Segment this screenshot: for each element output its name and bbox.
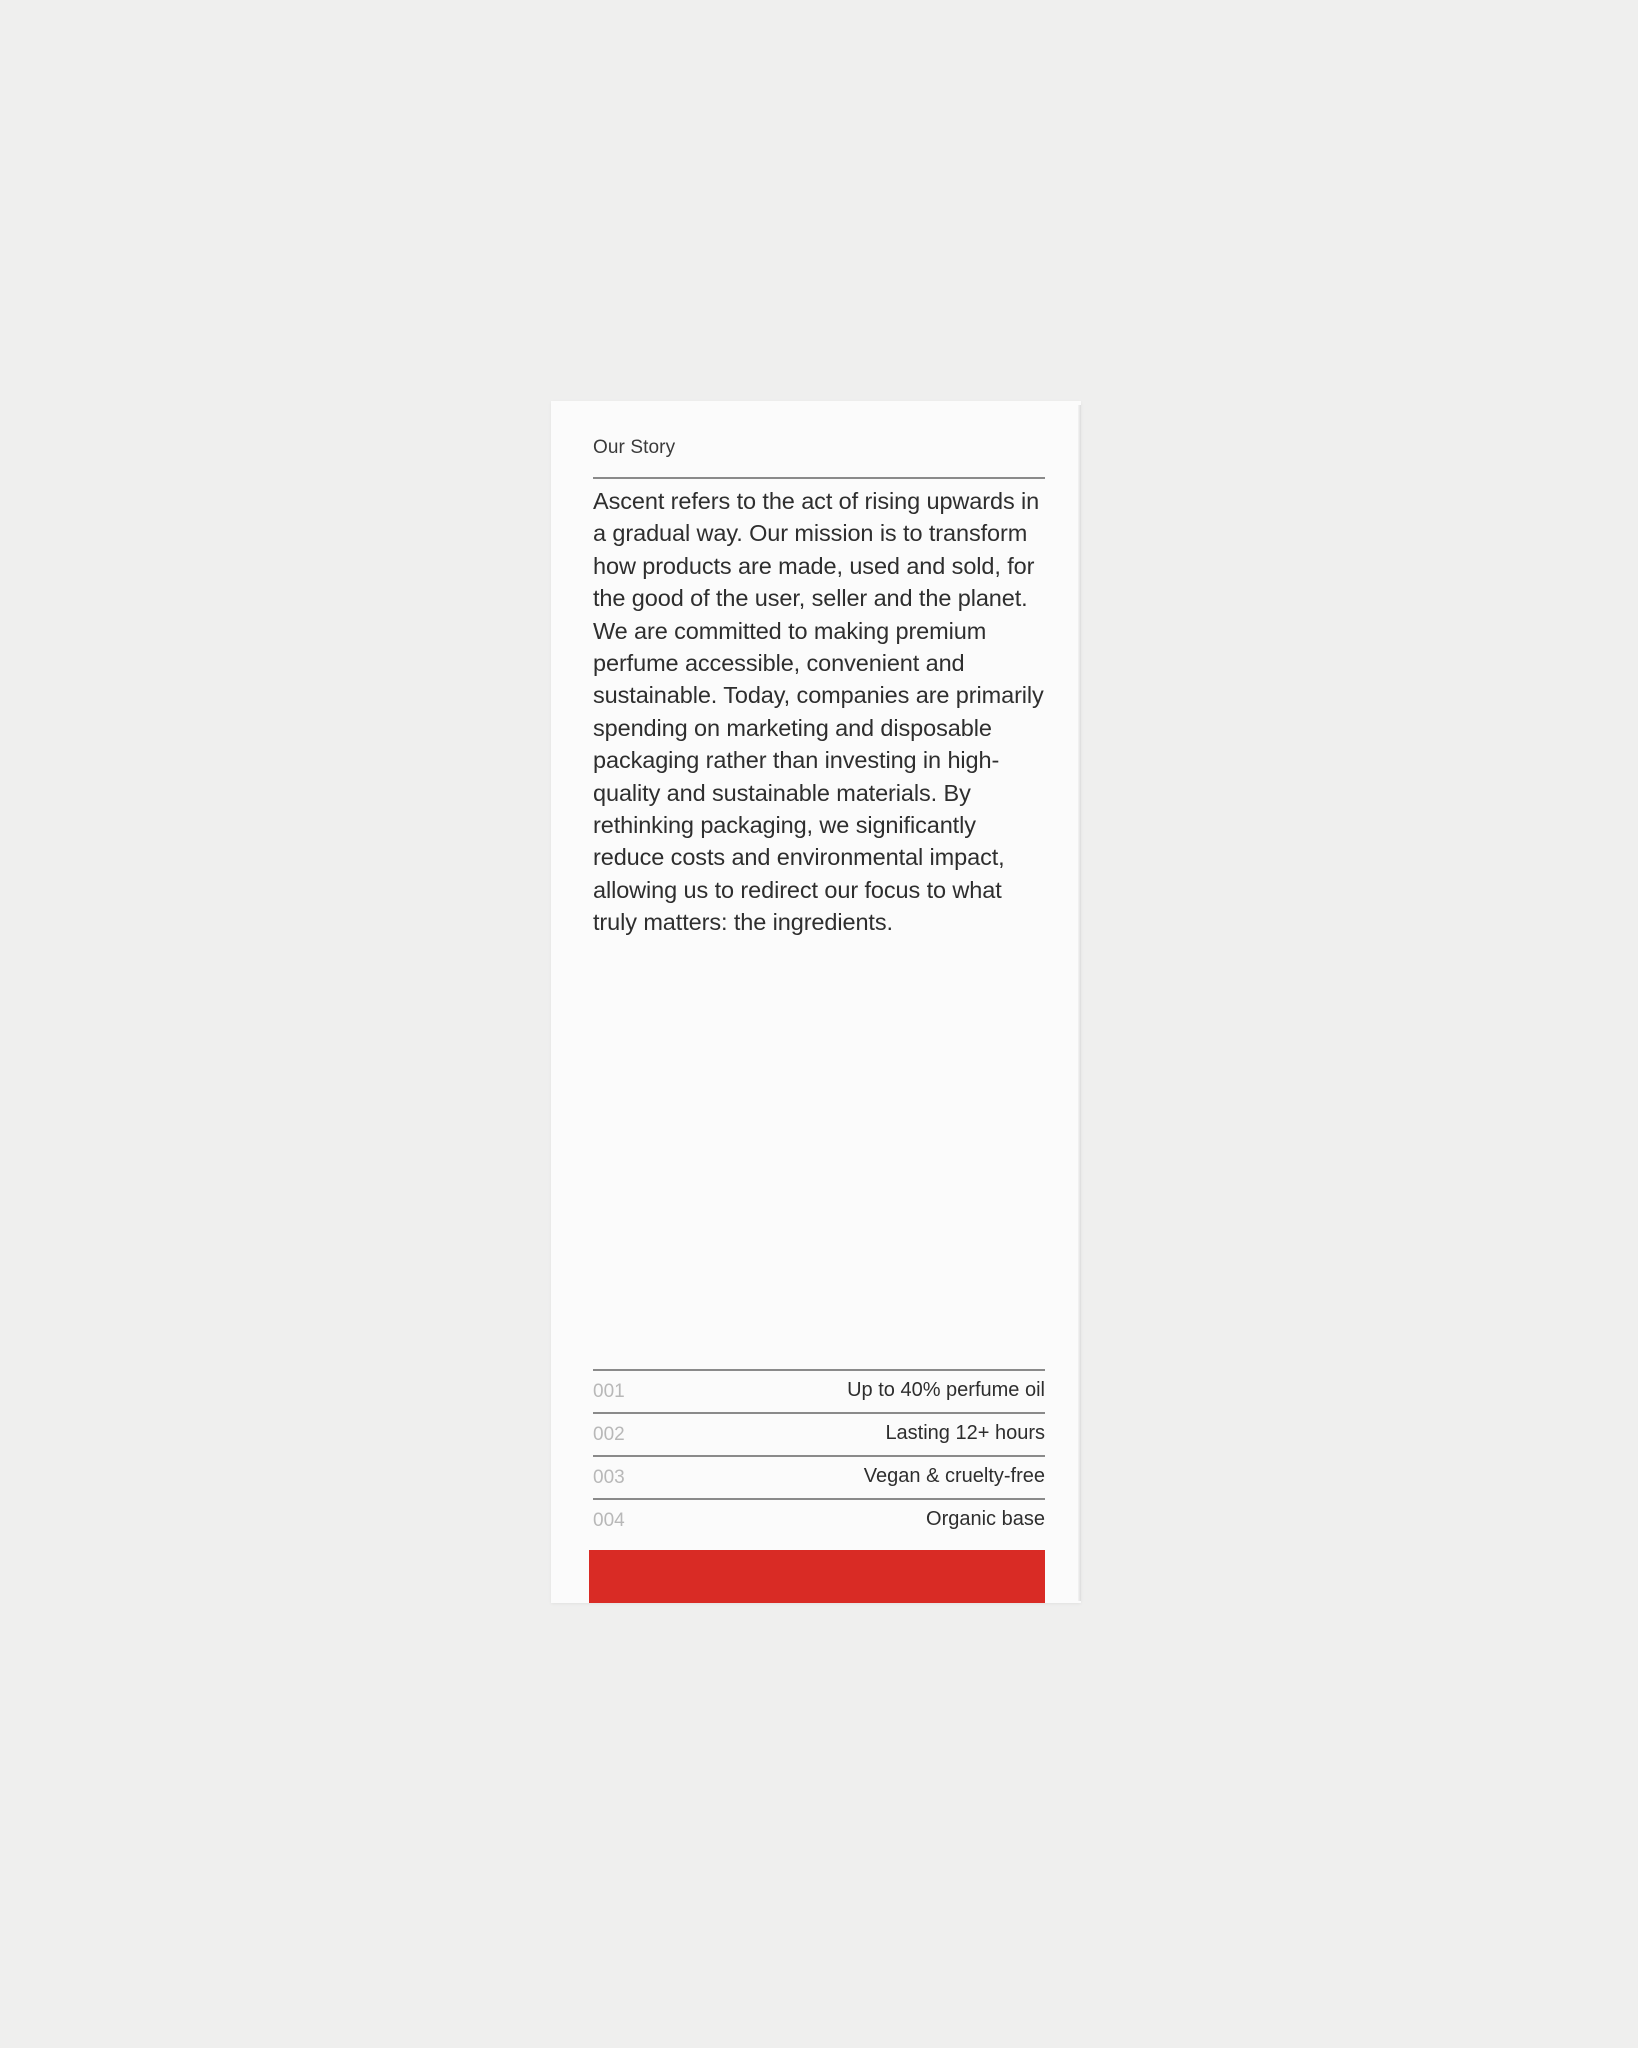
feature-number: 001 [593,1381,625,1402]
feature-row [593,1455,1045,1498]
feature-list [593,1369,1045,1541]
feature-row [593,1498,1045,1541]
red-accent-band [589,1550,1045,1603]
feature-text: Up to 40% perfume oil [847,1379,1045,1401]
feature-text: Vegan & cruelty-free [863,1465,1045,1487]
story-paragraph: Ascent refers to the act of rising upwards in a gradual way. Our mission is to transform how products are made, used and sold, for the good of the user, seller and the planet. We are committed to making premium perfume accessible, convenient and sustainable. Today, companies are primarily spending on marketing and disposable packaging rather than investing in high-quality and sustainable materials. By rethinking packaging, we significantly reduce costs and environmental impact, allowing us to redirect our focus to what truly matters: the ingredients. [593,488,1044,936]
feature-text: Lasting 12+ hours [885,1422,1045,1444]
feature-text: Organic base [926,1508,1045,1530]
perfume-box-panel [551,401,1081,1603]
section-heading: Our Story [593,437,676,458]
heading-divider [593,477,1045,479]
feature-row [593,1369,1045,1412]
feature-row [593,1412,1045,1455]
feature-number: 002 [593,1424,625,1445]
feature-number: 003 [593,1467,625,1488]
box-side-edge [1078,405,1081,1601]
feature-number: 004 [593,1510,625,1531]
